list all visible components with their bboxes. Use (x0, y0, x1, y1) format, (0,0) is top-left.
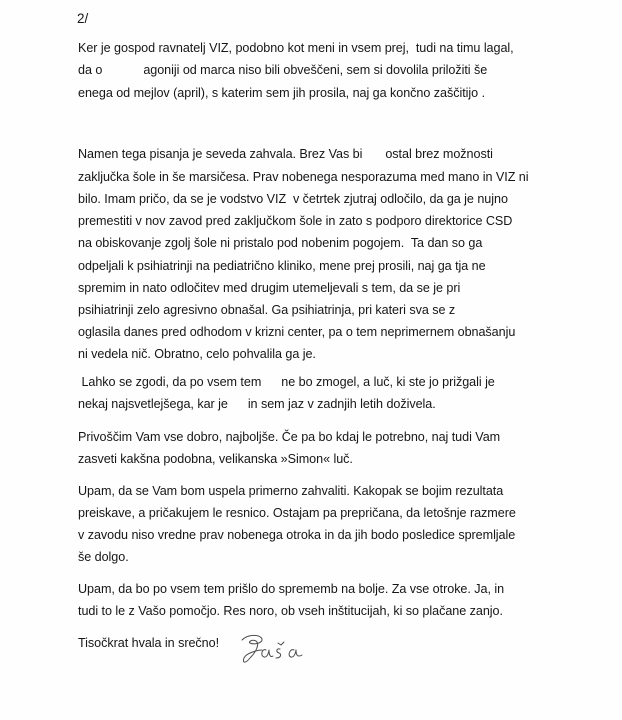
text-line (78, 325, 515, 339)
text-segment: in sem jaz v zadnjih letih doživela. (247, 397, 436, 411)
text-line (78, 582, 504, 596)
text-line (78, 281, 460, 295)
text-line (78, 528, 515, 542)
signature-stroke (289, 650, 302, 657)
signature-stroke (276, 649, 281, 658)
text-segment: bilo. Imam pričo, da se je vodstvo VIZ v četrtek zjutraj odločilo, da ga je nujno (78, 192, 508, 206)
text-segment: v zavodu niso vredne prav nobenega otroka in da jih bodo posledice spremljale (78, 528, 516, 542)
text-line (78, 41, 514, 55)
text-segment: preiskave, a pričakujem le resnico. Ostajam pa prepričana, da letošnje razmere (78, 506, 516, 520)
signature-stroke (262, 650, 273, 657)
text-segment: oglasila danes pred odhodom v krizni center, pa o tem neprimernem obnašanju (78, 325, 516, 339)
text-line (78, 430, 500, 444)
text-line (78, 347, 316, 361)
text-segment: enega od mejlov (april), s katerim sem jih prosila, naj ga končno zaščitijo . (78, 86, 486, 100)
text-segment: ostal brez možnosti (385, 147, 493, 161)
text-segment: odpeljali k psihiatrinji na pediatrično kliniko, mene prej prosili, naj ga tja ne (78, 259, 486, 273)
text-segment: Upam, da bo po vsem tem prišlo do sprememb na bolje. Za vse otroke. Ja, in (78, 582, 505, 596)
text-segment: Upam, da se Vam bom uspela primerno zahvaliti. Kakopak se bojim rezultata (78, 484, 504, 498)
text-line (78, 375, 495, 389)
text-line (78, 259, 486, 273)
text-line (78, 86, 485, 100)
text-line (78, 397, 436, 411)
text-segment: da o (78, 63, 103, 77)
text-line (78, 452, 353, 466)
text-line (78, 192, 508, 206)
text-line (78, 550, 129, 564)
text-line (78, 214, 512, 228)
text-segment: Namen tega pisanja je seveda zahvala. Brez Vas bi (78, 147, 363, 161)
text-segment: spremim in nato odločitev med drugim utemeljevali s tem, da se je pri (78, 281, 461, 295)
text-segment: Tisočkrat hvala in srečno! (78, 636, 220, 650)
text-line (78, 170, 529, 184)
text-segment: tudi to le z Vašo pomočjo. Res noro, ob vseh inštitucijah, ki so plačane zanjo. (78, 604, 503, 618)
text-line (78, 303, 455, 317)
text-segment: nekaj najsvetlejšega, kar je (78, 397, 228, 411)
text-segment: Ker je gospod ravnatelj VIZ, podobno kot meni in vsem prej, tudi na timu lagal, (78, 41, 514, 55)
text-segment: še dolgo. (78, 550, 129, 564)
text-segment: Privoščim Vam vse dobro, najboljše. Če pa bo kdaj le potrebno, naj tudi Vam (78, 430, 501, 444)
text-segment: premestiti v nov zavod pred zaključkom šole in zato s podporo direktorice CSD (78, 214, 513, 228)
text-segment: ni vedela nič. Obratno, celo pohvalila ga je. (78, 347, 316, 361)
text-line (78, 604, 503, 618)
text-line (78, 506, 516, 520)
text-segment: psihiatrinji zelo agresivno obnašal. Ga psihiatrinja, pri kateri sva se z (78, 303, 456, 317)
text-line (78, 63, 487, 77)
text-line (78, 147, 493, 161)
text-line (78, 636, 219, 650)
text-segment: zaključka šole in še marsičesa. Prav nobenega nesporazuma med mano in VIZ ni (78, 170, 529, 184)
handwritten-signature (238, 628, 318, 670)
text-segment: zasveti kakšna podobna, velikanska »Simon« luč. (78, 452, 353, 466)
text-segment: na obiskovanje zgolj šole ni pristalo pod nobenim pogojem. Ta dan so ga (78, 236, 483, 250)
text-segment: ne bo zmogel, a luč, ki ste jo prižgali je (281, 375, 495, 389)
signature-stroke (278, 642, 284, 645)
text-line (78, 236, 482, 250)
text-segment: agoniji od marca niso bili obveščeni, sem si dovolila priložiti še (143, 63, 488, 77)
page-number: 2/ (77, 11, 89, 26)
signature-stroke (242, 635, 262, 662)
text-segment: Lahko se zgodi, da po vsem tem (78, 375, 262, 389)
text-line (78, 484, 503, 498)
